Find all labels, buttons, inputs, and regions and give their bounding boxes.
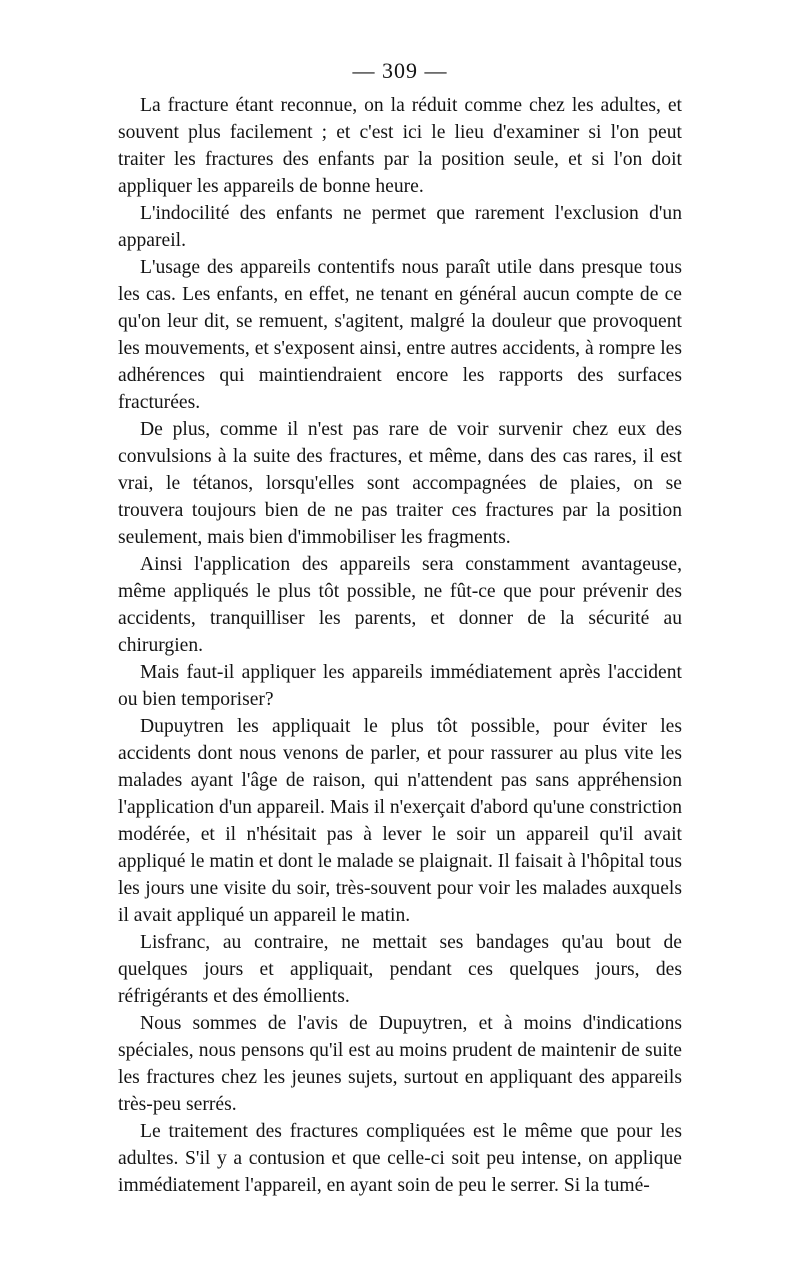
paragraph-7: Dupuytren les appliquait le plus tôt possible, pour éviter les accidents dont nous venons de parler, et pour rassurer au plus vite les malades ayant l'âge de raison, qui n'attendent pas sans appréhension l'application d'un appareil. Mais il n'exerçait d'abord qu'une constriction modérée, et il n'hésitait pas à lever le soir un appareil qu'il avait appliqué le matin et dont le malade se plaignait. Il faisait à l'hôpital tous les jours une visite du soir, très-souvent pour voir les malades auxquels il avait appliqué un appareil le matin. [118, 716, 682, 926]
page-number: — 309 — [352, 58, 448, 83]
paragraph-5: Ainsi l'application des appareils sera constamment avantageuse, même appliqués le plus tôt possible, ne fût-ce que pour prévenir des accidents, tranquilliser les parents, et donner de la sécurité au chirurgien. [118, 554, 682, 656]
paragraph-8: Lisfranc, au contraire, ne mettait ses bandages qu'au bout de quelques jours et appliquait, pendant ces quelques jours, des réfrigérants et des émollients. [118, 932, 682, 1007]
paragraph-10: Le traitement des fractures compliquées est le même que pour les adultes. S'il y a contusion et que celle-ci soit peu intense, on applique immédiatement l'appareil, en ayant soin de peu le serrer. Si la tumé- [118, 1121, 682, 1196]
paragraph-3: L'usage des appareils contentifs nous paraît utile dans presque tous les cas. Les enfants, en effet, ne tenant en général aucun compte de ce qu'on leur dit, se remuent, s'agitent, malgré la douleur que provoquent les mouvements, et s'exposent ainsi, entre autres accidents, à rompre les adhérences qui maintiendraient encore les rapports des surfaces fracturées. [118, 257, 682, 413]
paragraph-1: La fracture étant reconnue, on la réduit comme chez les adultes, et souvent plus facilement ; et c'est ici le lieu d'examiner si l'on peut traiter les fractures des enfants par la position seule, et si l'on doit appliquer les appareils de bonne heure. [118, 95, 682, 197]
paragraph-9: Nous sommes de l'avis de Dupuytren, et à moins d'indications spéciales, nous pensons qu'il est au moins prudent de maintenir de suite les fractures chez les jeunes sujets, surtout en appliquant des appareils très-peu serrés. [118, 1013, 682, 1115]
paragraph-6: Mais faut-il appliquer les appareils immédiatement après l'accident ou bien temporiser? [118, 662, 682, 710]
book-page [118, 56, 682, 1199]
paragraph-2: L'indocilité des enfants ne permet que rarement l'exclusion d'un appareil. [118, 203, 682, 251]
paragraph-4: De plus, comme il n'est pas rare de voir survenir chez eux des convulsions à la suite des fractures, et même, dans des cas rares, il est vrai, le tétanos, lorsqu'elles sont accompagnées de plaies, on se trouvera toujours bien de ne pas traiter ces fractures par la position seulement, mais bien d'immobiliser les fragments. [118, 419, 682, 548]
